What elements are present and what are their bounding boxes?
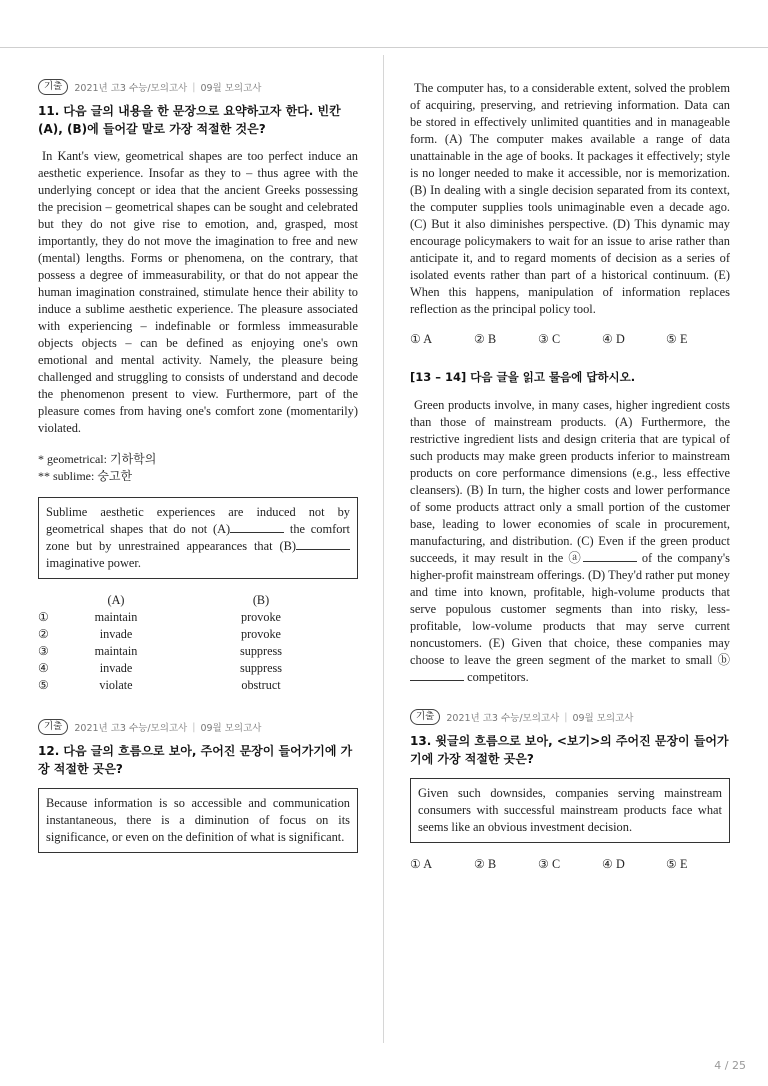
q13-choice-4[interactable]: ④ D (602, 857, 625, 871)
blank-b (410, 669, 464, 681)
q13-tag (410, 708, 730, 726)
q12-choice-5[interactable]: ⑤ E (666, 332, 688, 346)
q13-meta-month: 09월 모의고사 (572, 713, 634, 724)
right-column (410, 80, 730, 872)
q11-summary-box (38, 497, 358, 579)
q11-answer-table (38, 592, 346, 694)
q12-choice-3[interactable]: ③ C (538, 332, 561, 346)
summary-part-2: the comfort zone but by unrestrained appearances that (B) (46, 522, 350, 553)
col-head-a: (A) (107, 593, 125, 607)
q12-given-sentence-box: Because information is so accessible and communication instantaneous, there is a diminution of focus on its significance, or even on the definition of what is significant. (38, 788, 358, 853)
q12-choices (410, 332, 730, 347)
q13-title: 13. 윗글의 흐름으로 보아, <보기>의 주어진 문장이 들어가기에 가장 적절한 곳은? (410, 734, 729, 766)
q11-meta-month: 09월 모의고사 (200, 83, 262, 94)
note-geometrical: * geometrical: 기하학의 (38, 452, 157, 466)
left-column (38, 78, 358, 853)
q13-choice-1[interactable]: ① A (410, 857, 433, 871)
summary-part-1: Sublime aesthetic experiences are induced not by geometrical shapes that do not (A) (46, 505, 350, 536)
q12-title: 12. 다음 글의 흐름으로 보아, 주어진 문장이 들어가기에 가장 적절한 곳은? (38, 744, 353, 776)
past-exam-badge: 기출 (410, 709, 440, 725)
header-rule (0, 47, 768, 48)
blank-b (296, 538, 350, 550)
q13-choice-2[interactable]: ② B (474, 857, 497, 871)
marker-a: ⓐ (568, 551, 583, 565)
q12-meta-exam: 2021년 고3 수능/모의고사 (74, 723, 188, 734)
answer-option-5[interactable]: ⑤ violate obstruct (38, 678, 281, 692)
answer-option-2[interactable]: ② invade provoke (38, 627, 281, 641)
meta-separator: | (192, 721, 196, 733)
q12-choice-2[interactable]: ② B (474, 332, 497, 346)
meta-separator: | (564, 711, 568, 723)
marker-b: ⓑ (717, 653, 730, 667)
meta-separator: | (192, 81, 196, 93)
q12-tag (38, 718, 358, 736)
q11-title: 11. 다음 글의 내용을 한 문장으로 요약하고자 한다. 빈칸 (A), (B)에 들어갈 말로 가장 적절한 것은? (38, 104, 341, 136)
summary-part-3: imaginative power. (46, 556, 141, 570)
q12-passage: The computer has, to a considerable extent, solved the problem of acquiring, preserving, and retrieving information. Data can be stored in effectively unlimited quantities and in manageable form. (A) The computer makes available a range of data unattainable in the age of books. It packages it effectively; style is no longer needed to make it accessible, nor is memorization. (B) In dealing with a single decision separated from its context, the computer supplies tools unimaginable even a decade ago. (C) But it also diminishes perspective. (D) This dynamic may encourage policymakers to wait for an issue to arise rather than anticipate it, and to regard moments of decision as a series of isolated events rather than part of a historical continuum. (E) When this happens, manipulation of information replaces reflection as the principal policy tool. (410, 81, 730, 316)
column-divider (383, 55, 384, 1043)
page-number: 4 / 25 (714, 1059, 746, 1072)
answer-option-4[interactable]: ④ invade suppress (38, 661, 282, 675)
q13-meta-exam: 2021년 고3 수능/모의고사 (446, 713, 560, 724)
q11-notes (38, 451, 358, 485)
q12-choice-1[interactable]: ① A (410, 332, 433, 346)
q11-passage: In Kant's view, geometrical shapes are too perfect induce an aesthetic experience. Insofar as they to – thus agree with the underlying concept or idea that the ancient Greeks possessing the precision – geometrical shapes can be sought and celebrated but they do not give rise to emotion, and, grasped, most importantly, they do not move the imagination to free and new (mental) lengths. Forms or phenomena, on the contrary, that possess a degree of immeasurability, or that do not appear the human imagination constrained, stimulate hence their ability to induce a sublime aesthetic experience. The pleasure associated with experiencing – indefinable or formless immeasurable objects objects – can be defined as enjoying one's own emotional and mental activity. Namely, the pleasure being challenged and struggling to consists of understand and decode the phenomenon present to view. Furthermore, part of the pleasure comes from having one's comfort zone (momentarily) violated. (38, 149, 358, 435)
note-sublime: ** sublime: 숭고한 (38, 469, 133, 483)
q11-meta-exam: 2021년 고3 수능/모의고사 (74, 83, 188, 94)
q13-14-header: [13 – 14] 다음 글을 읽고 물음에 답하시오. (410, 370, 636, 384)
q13-14-passage: Green products involve, in many cases, higher ingredient costs than those of mainstream products. (A) Furthermore, the restrictive ingredient lists and design criteria that are typical of such products may make green products inferior to mainstream products on core performance dimensions (e.g., less effective cleansers). (B) In turn, the higher costs and lower performance of some products attract only a small portion of the customer base, leading to lower economies of scale in procurement, manufacturing, and distribution. (C) Even if the green product succeeds, it may result in the ⓐ of the company's higher-profit mainstream offerings. (D) They'd rather put money and time into known, profitable, high-volume products that serve populous customer segments than into risky, less-profitable, low-volume products that may serve current noncustomers. (E) Given that choice, these companies may choose to leave the green segment of the market to small ⓑ competitors. (410, 398, 730, 684)
col-head-b: (B) (252, 593, 270, 607)
past-exam-badge: 기출 (38, 719, 68, 735)
answer-option-3[interactable]: ③ maintain suppress (38, 644, 282, 658)
blank-a (230, 521, 284, 533)
q13-choice-3[interactable]: ③ C (538, 857, 561, 871)
q12-choice-4[interactable]: ④ D (602, 332, 625, 346)
q12-meta-month: 09월 모의고사 (200, 723, 262, 734)
answer-option-1[interactable]: ① maintain provoke (38, 610, 281, 624)
q13-choices (410, 857, 730, 872)
blank-a (583, 550, 637, 562)
q13-choice-5[interactable]: ⑤ E (666, 857, 688, 871)
q13-given-sentence-box: Given such downsides, companies serving mainstream consumers with successful mainstream products face what seems like an obvious investment decision. (410, 778, 730, 843)
past-exam-badge: 기출 (38, 79, 68, 95)
q11-tag (38, 78, 358, 96)
